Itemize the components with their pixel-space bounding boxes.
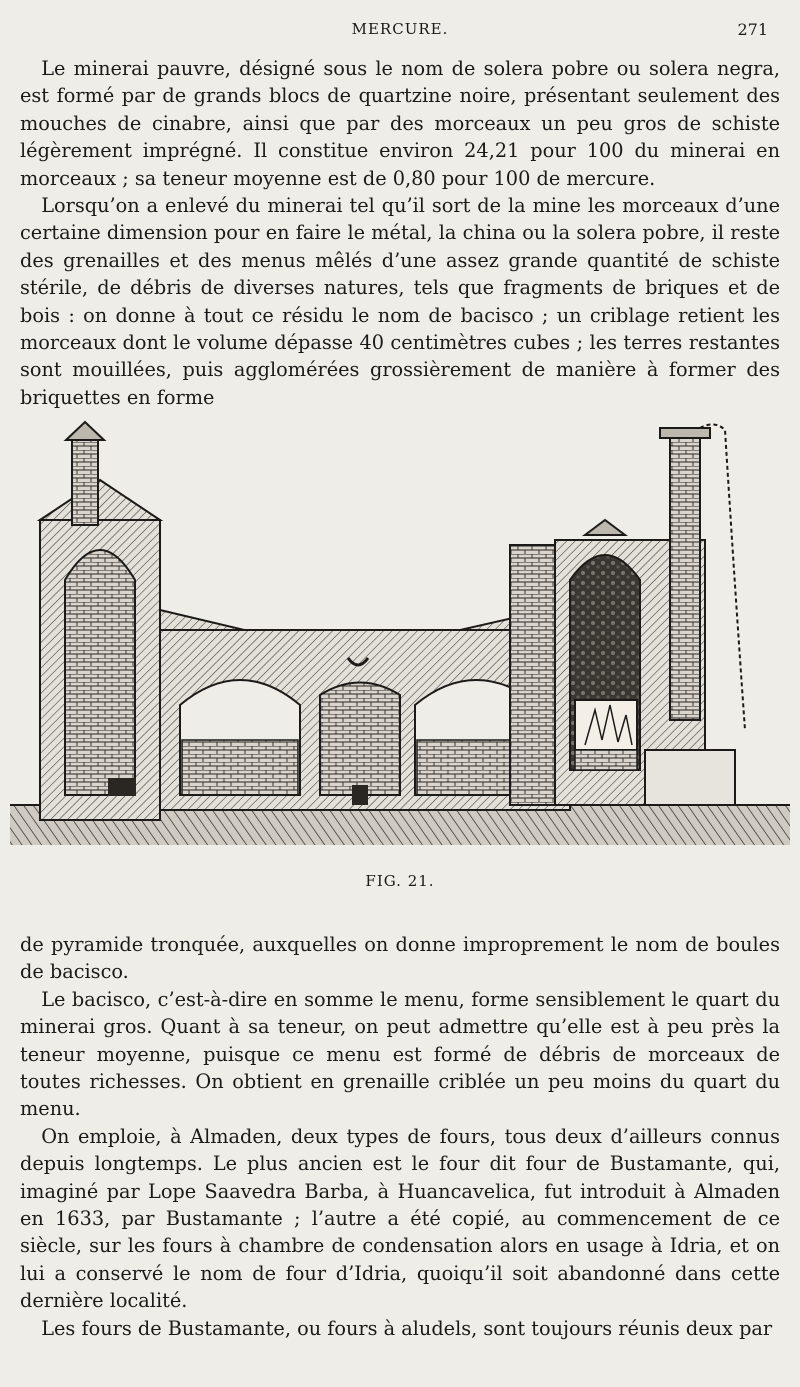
left-condenser-tower xyxy=(40,422,160,820)
running-title: MERCURE. xyxy=(351,20,449,38)
firing-furnace xyxy=(510,424,745,805)
text-block-bottom xyxy=(20,931,780,1342)
paragraph: Le bacisco, c’est-à-dire en somme le menu, forme sensiblement le quart du minerai gros. Quant à sa teneur, on peut admettre qu’elle est à peu près la teneur moyenne, puisque ce menu est formé de débris de morceaux de toutes richesses. On obtient en grenaille criblée un peu moins du quart du menu. xyxy=(20,987,780,1121)
paragraph: de pyramide tronquée, auxquelles on donne improprement le nom de boules de bacisco. xyxy=(20,933,780,984)
figure-caption: FIG. 21. xyxy=(365,872,435,890)
paragraph: On emploie, à Almaden, deux types de fours, tous deux d’ailleurs connus depuis longtemps. Le plus ancien est le four dit four de Bustamante, qui, imaginé par Lope Saavedra Barba, à Huancavelica, fut introduit à Almaden en 1633, par Bustamante ; l’autre a été copié, au commencement de ce siècle, sur les fours à chambre de condensation alors en usage à Idria, et on lui a conservé le nom de four d’Idria, quoiqu’il soit abandonné dans cette dernière localité. xyxy=(20,1124,780,1313)
page-number: 271 xyxy=(737,20,768,39)
paragraph: Les fours de Bustamante, ou fours à aludels, sont toujours réunis deux par xyxy=(41,1316,773,1340)
paragraph: Lorsqu’on a enlevé du minerai tel qu’il sort de la mine les morceaux d’une certaine dimension pour en faire le métal, la china ou la solera pobre, il reste des grenailles et des menus mêlés d’une assez grande quantité de schiste stérile, de débris de diverses natures, tels que fragments de briques et de bois : on donne à tout ce résidu le nom de bacisco ; un criblage retient les morceaux dont le volume dépasse 40 centimètres cubes ; les terres restantes sont mouillées, puis agglomérées grossièrement de manière à former des briquettes en forme xyxy=(20,194,780,409)
text-block-top xyxy=(20,55,780,411)
paragraph: Le minerai pauvre, désigné sous le nom de solera pobre ou solera negra, est formé par de grands blocs de quartzine noire, présentant seulement des mouches de cinabre, ainsi que par des morceaux un peu gros de schiste légèrement imprégné. Il constitue environ 24,21 pour 100 du minerai en morceaux ; sa teneur moyenne est de 0,80 pour 100 de mercure. xyxy=(20,57,780,190)
running-head xyxy=(0,20,800,46)
condensation-chambers xyxy=(160,630,570,810)
furnace-illustration xyxy=(10,410,790,850)
